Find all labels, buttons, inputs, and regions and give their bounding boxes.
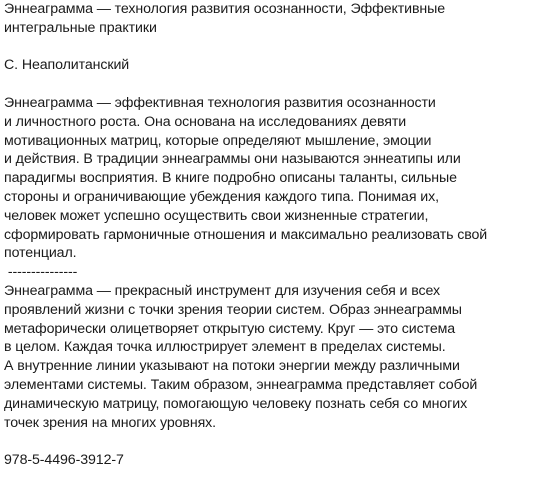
paragraph-line: парадигмы восприятия. В книге подробно описаны таланты, сильные [4,170,457,187]
paragraph-line: в целом. Каждая точка иллюстрирует элемент в пределах системы. [4,339,446,356]
description-paragraph-2 [4,282,548,432]
paragraph-line: Эннеаграмма — эффективная технология развития осознанности [4,94,436,111]
paragraph-line: метафорически олицетворяет открытую систему. Круг — это система [4,320,456,337]
description-paragraph-1 [4,94,548,263]
isbn: 978-5-4496-3912-7 [4,452,124,469]
paragraph-line: потенциал. [4,245,77,262]
paragraph-line: и личностного роста. Она основана на исследованиях девяти [4,113,407,130]
document-body [4,0,548,470]
paragraph-line: точек зрения на многих уровнях. [4,414,217,431]
paragraph-line: проявлений жизни с точки зрения теории систем. Образ эннеаграммы [4,301,462,318]
paragraph-line: мотивационных матриц, которые определяют мышление, эмоции [4,132,432,149]
paragraph-line: динамическую матрицу, помогающую человеку познать себя со многих [4,395,468,412]
paragraph-line: и действия. В традиции эннеаграммы они называются эннеатипы или [4,151,461,168]
paragraph-line: элементами системы. Таким образом, эннеаграмма представляет собой [4,376,478,393]
paragraph-line: Эннеаграмма — прекрасный инструмент для изучения себя и всех [4,282,440,299]
paragraph-line: человек может успешно осуществить свои жизненные стратегии, [4,207,429,224]
paragraph-line: стороны и ограничивающие убеждения каждого типа. Понимая их, [4,188,439,205]
book-title [4,0,548,38]
paragraph-line: А внутренние линии указывают на потоки энергии между различными [4,358,460,375]
title-line: Эннеаграмма — технология развития осознанности, Эффективные [4,1,446,17]
title-line: интегральные практики [4,19,157,36]
separator-line: --------------- [4,264,78,281]
paragraph-line: сформировать гармоничные отношения и максимально реализовать свой [4,226,488,243]
author-name: С. Неаполитанский [4,57,130,74]
